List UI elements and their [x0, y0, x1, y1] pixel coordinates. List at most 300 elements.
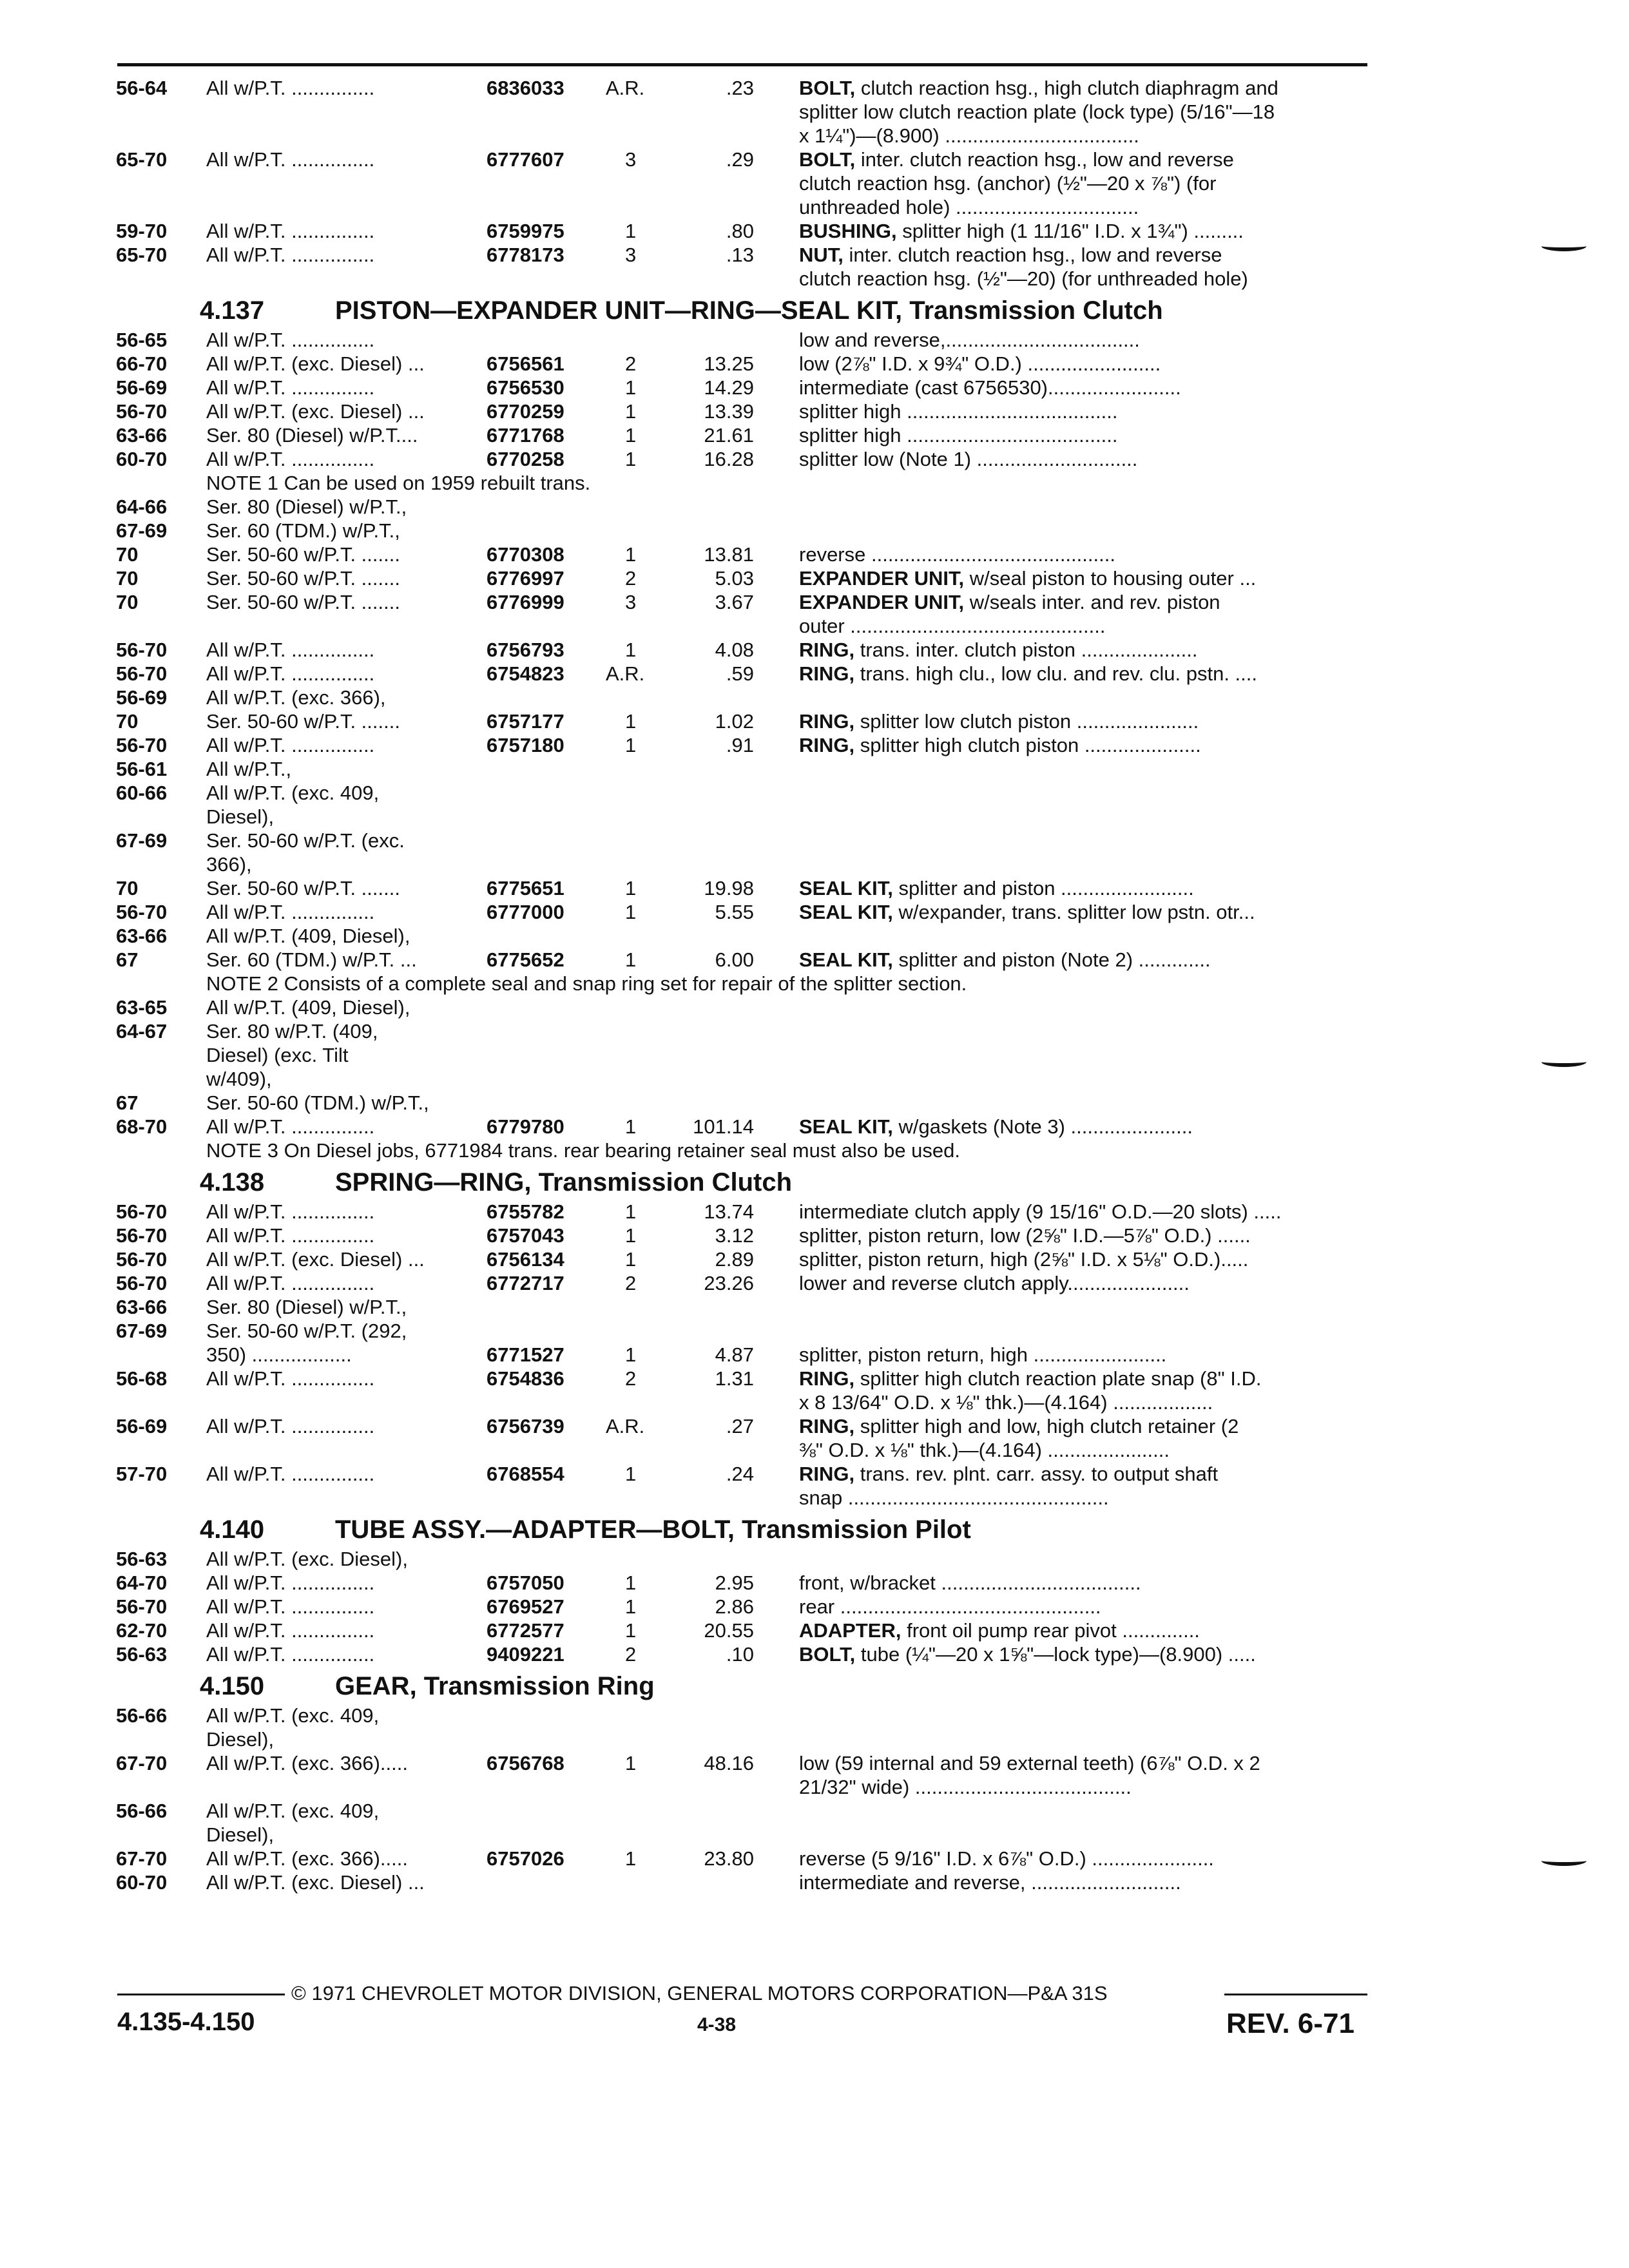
description-text: splitter low (Note 1) ............................. — [799, 448, 1138, 470]
note-row — [116, 471, 1373, 495]
part-row — [116, 495, 1373, 519]
part-row — [116, 805, 1373, 829]
quantity: 1 — [625, 734, 637, 756]
model-years: 63-65 — [116, 996, 168, 1019]
part-row — [116, 1390, 1373, 1414]
note-row — [116, 1139, 1373, 1162]
top-rule — [117, 63, 1367, 66]
quantity: 3 — [625, 591, 637, 613]
part-number: 6775652 — [487, 948, 564, 971]
part-number: 6756768 — [487, 1752, 564, 1774]
list-price: 16.28 — [704, 448, 754, 470]
quantity: 1 — [625, 1115, 637, 1138]
application: w/409), — [206, 1068, 272, 1090]
part-number: 9409221 — [487, 1643, 564, 1666]
description-text: ⅜" O.D. x ⅛" thk.)—(4.164) ...................... — [799, 1439, 1170, 1461]
part-row — [116, 519, 1373, 543]
description-text: splitter, piston return, high ........................ — [799, 1343, 1167, 1366]
model-years: 56-70 — [116, 734, 168, 756]
model-years: 64-70 — [116, 1571, 168, 1594]
list-price: 3.12 — [715, 1224, 754, 1247]
part-row — [116, 662, 1373, 686]
description — [799, 423, 1366, 447]
quantity: A.R. — [606, 77, 645, 99]
description — [799, 733, 1366, 757]
part-name: EXPANDER UNIT, — [799, 591, 965, 613]
part-number: 6756530 — [487, 376, 564, 399]
part-row — [116, 1595, 1373, 1619]
quantity: 2 — [625, 1367, 637, 1390]
part-number: 6772577 — [487, 1619, 564, 1642]
description — [799, 1595, 1366, 1619]
application: All w/P.T. (exc. 366)..... — [206, 1752, 408, 1774]
list-price: 3.67 — [715, 591, 754, 613]
part-row — [116, 148, 1373, 171]
list-price: .24 — [726, 1463, 754, 1485]
part-number: 6757043 — [487, 1224, 564, 1247]
list-price: .13 — [726, 244, 754, 266]
quantity: 1 — [625, 1847, 637, 1870]
model-years: 62-70 — [116, 1619, 168, 1642]
application: Diesel), — [206, 805, 275, 828]
application: All w/P.T. ............... — [206, 220, 375, 242]
list-price: 13.39 — [704, 400, 754, 423]
application: All w/P.T. (exc. 409, — [206, 1704, 380, 1727]
application: All w/P.T. ............... — [206, 1643, 375, 1666]
list-price: 13.81 — [704, 543, 754, 566]
part-row — [116, 1271, 1373, 1295]
quantity: 3 — [625, 148, 637, 171]
description — [799, 590, 1366, 614]
quantity: A.R. — [606, 1415, 645, 1437]
part-row — [116, 352, 1373, 376]
model-years: 56-70 — [116, 901, 168, 923]
part-row — [116, 267, 1373, 291]
description-text: w/seals inter. and rev. piston — [969, 591, 1220, 613]
description — [799, 614, 1366, 638]
part-row — [116, 76, 1373, 100]
model-years: 70 — [116, 567, 139, 590]
part-number: 6775651 — [487, 877, 564, 899]
description-text: intermediate clutch apply (9 15/16" O.D.—20 slots) ..... — [799, 1200, 1282, 1223]
description-text: w/seal piston to housing outer ... — [969, 567, 1257, 590]
application: All w/P.T. (exc. Diesel) ... — [206, 1871, 425, 1894]
part-number: 6771527 — [487, 1343, 564, 1366]
description-text: splitter high ...................................... — [799, 424, 1118, 447]
part-name: NUT, — [799, 244, 843, 266]
description — [799, 148, 1366, 171]
list-price: 4.87 — [715, 1343, 754, 1366]
description-text: low and reverse,................................... — [799, 329, 1140, 351]
part-row — [116, 924, 1373, 948]
section-number: 4.138 — [200, 1168, 265, 1196]
description — [799, 100, 1366, 124]
model-years: 67-69 — [116, 829, 168, 852]
part-row — [116, 1043, 1373, 1067]
description-text: low (2⅞" I.D. x 9¾" O.D.) ........................ — [799, 352, 1161, 375]
description — [799, 1343, 1366, 1367]
footer-rule-right — [1224, 1994, 1367, 1995]
description — [799, 1571, 1366, 1595]
description-text: front, w/bracket .................................... — [799, 1571, 1141, 1594]
part-number: 6754823 — [487, 662, 564, 685]
part-number: 6777607 — [487, 148, 564, 171]
application: All w/P.T. ............... — [206, 1200, 375, 1223]
part-name: RING, — [799, 1367, 855, 1390]
application: Ser. 50-60 w/P.T. (exc. — [206, 829, 405, 852]
part-name: BUSHING, — [799, 220, 897, 242]
description-text: splitter low clutch piston ...................... — [860, 710, 1199, 733]
application: All w/P.T. ............... — [206, 734, 375, 756]
application: Ser. 50-60 w/P.T. ....... — [206, 877, 400, 899]
part-row — [116, 1367, 1373, 1390]
part-name: RING, — [799, 710, 855, 733]
part-number: 6757026 — [487, 1847, 564, 1870]
application: Ser. 60 (TDM.) w/P.T. ... — [206, 948, 417, 971]
model-years: 67 — [116, 948, 139, 971]
list-price: 19.98 — [704, 877, 754, 899]
note-text: NOTE 1 Can be used on 1959 rebuilt trans. — [206, 472, 591, 494]
quantity: 2 — [625, 352, 637, 375]
description-text: trans. inter. clutch piston ..................... — [860, 639, 1198, 661]
part-name: RING, — [799, 734, 855, 756]
list-price: 101.14 — [693, 1115, 754, 1138]
list-price: 4.08 — [715, 639, 754, 661]
part-number: 6777000 — [487, 901, 564, 923]
part-row — [116, 195, 1373, 219]
application: All w/P.T. (exc. 366)..... — [206, 1847, 408, 1870]
application: All w/P.T. ............... — [206, 1415, 375, 1437]
part-row — [116, 376, 1373, 399]
description — [799, 447, 1366, 471]
part-number: 6756561 — [487, 352, 564, 375]
application: 350) .................. — [206, 1343, 352, 1366]
quantity: 1 — [625, 1752, 637, 1774]
description-text: tube (¼"—20 x 1⅝"—lock type)—(8.900) ..... — [860, 1643, 1256, 1666]
part-row — [116, 566, 1373, 590]
model-years: 60-66 — [116, 782, 168, 804]
description — [799, 948, 1366, 972]
description — [799, 352, 1366, 376]
model-years: 56-70 — [116, 662, 168, 685]
model-years: 60-70 — [116, 1871, 168, 1894]
quantity: 3 — [625, 244, 637, 266]
part-row — [116, 1115, 1373, 1139]
model-years: 60-70 — [116, 448, 168, 470]
description — [799, 1200, 1366, 1224]
part-number: 6756793 — [487, 639, 564, 661]
part-row — [116, 829, 1373, 852]
application: All w/P.T. (exc. 409, — [206, 782, 380, 804]
quantity: 1 — [625, 448, 637, 470]
application: All w/P.T. ............... — [206, 376, 375, 399]
quantity: 1 — [625, 543, 637, 566]
application: All w/P.T. ............... — [206, 244, 375, 266]
model-years: 63-66 — [116, 925, 168, 947]
description-text: reverse ............................................ — [799, 543, 1115, 566]
description-text: x 1¼")—(8.900) ................................... — [799, 124, 1139, 147]
application: Ser. 60 (TDM.) w/P.T., — [206, 519, 400, 542]
part-row — [116, 995, 1373, 1019]
model-years: 56-70 — [116, 1200, 168, 1223]
description-text: clutch reaction hsg. (½"—20) (for unthreaded hole) — [799, 267, 1248, 290]
part-number: 6778173 — [487, 244, 564, 266]
part-number: 6756739 — [487, 1415, 564, 1437]
description — [799, 709, 1366, 733]
quantity: 1 — [625, 1595, 637, 1618]
description — [799, 1224, 1366, 1247]
list-price: 5.03 — [715, 567, 754, 590]
section-range: 4.135-4.150 — [117, 2008, 255, 2036]
application: All w/P.T. ............... — [206, 1367, 375, 1390]
part-number: 6776997 — [487, 567, 564, 590]
part-name: SEAL KIT, — [799, 948, 893, 971]
application: All w/P.T. (exc. Diesel) ... — [206, 400, 425, 423]
description-text: intermediate and reverse, ........................... — [799, 1871, 1181, 1894]
list-price: .10 — [726, 1643, 754, 1666]
application: Diesel), — [206, 1728, 275, 1751]
description — [799, 1486, 1366, 1510]
part-number: 6755782 — [487, 1200, 564, 1223]
part-row — [116, 733, 1373, 757]
model-years: 64-66 — [116, 495, 168, 518]
list-price: 21.61 — [704, 424, 754, 447]
model-years: 56-70 — [116, 1595, 168, 1618]
application: All w/P.T. ............... — [206, 148, 375, 171]
part-row — [116, 1224, 1373, 1247]
quantity: 1 — [625, 901, 637, 923]
application: 366), — [206, 853, 252, 876]
quantity: 1 — [625, 1224, 637, 1247]
description — [799, 124, 1366, 148]
section-title: GEAR, Transmission Ring — [335, 1672, 655, 1700]
application: All w/P.T. ............... — [206, 448, 375, 470]
note-text: NOTE 2 Consists of a complete seal and snap ring set for repair of the splitter section. — [206, 972, 967, 995]
application: All w/P.T. (exc. Diesel) ... — [206, 352, 425, 375]
list-price: 6.00 — [715, 948, 754, 971]
section-title: SPRING—RING, Transmission Clutch — [335, 1168, 793, 1196]
description — [799, 543, 1366, 566]
part-number: 6771768 — [487, 424, 564, 447]
quantity: 1 — [625, 424, 637, 447]
description — [799, 1775, 1366, 1799]
model-years: 56-69 — [116, 1415, 168, 1437]
part-row — [116, 543, 1373, 566]
description — [799, 1247, 1366, 1271]
description-text: w/gaskets (Note 3) ...................... — [898, 1115, 1193, 1138]
model-years: 68-70 — [116, 1115, 168, 1138]
model-years: 56-70 — [116, 400, 168, 423]
part-row — [116, 1799, 1373, 1823]
application: Ser. 80 (Diesel) w/P.T.... — [206, 424, 418, 447]
application: Ser. 50-60 w/P.T. ....... — [206, 567, 400, 590]
model-years: 56-63 — [116, 1643, 168, 1666]
part-row — [116, 757, 1373, 781]
quantity: 1 — [625, 948, 637, 971]
list-price: .27 — [726, 1415, 754, 1437]
binding-mark — [1541, 1057, 1586, 1067]
model-years: 67-69 — [116, 519, 168, 542]
quantity: 1 — [625, 1248, 637, 1271]
list-price: 2.89 — [715, 1248, 754, 1271]
section-title: TUBE ASSY.—ADAPTER—BOLT, Transmission Pilot — [335, 1515, 971, 1544]
part-row — [116, 1091, 1373, 1115]
description — [799, 1462, 1366, 1486]
part-row — [116, 328, 1373, 352]
description — [799, 399, 1366, 423]
part-row — [116, 614, 1373, 638]
list-price: 13.74 — [704, 1200, 754, 1223]
part-number: 6770258 — [487, 448, 564, 470]
description-text: splitter and piston ........................ — [898, 877, 1194, 899]
model-years: 59-70 — [116, 220, 168, 242]
part-row — [116, 1295, 1373, 1319]
description — [799, 1115, 1366, 1139]
model-years: 66-70 — [116, 352, 168, 375]
description — [799, 566, 1366, 590]
description-text: x 8 13/64" O.D. x ⅛" thk.)—(4.164) .................. — [799, 1391, 1213, 1414]
part-row — [116, 1823, 1373, 1847]
description-text: 21/32" wide) ....................................... — [799, 1776, 1132, 1798]
description-text: splitter high (1 11/16" I.D. x 1¾") ......... — [902, 220, 1244, 242]
description-text: splitter and piston (Note 2) ............. — [898, 948, 1211, 971]
application: All w/P.T. ............... — [206, 1571, 375, 1594]
part-number: 6769527 — [487, 1595, 564, 1618]
application: All w/P.T. ............... — [206, 1619, 375, 1642]
list-price: 5.55 — [715, 901, 754, 923]
list-price: 2.86 — [715, 1595, 754, 1618]
application: All w/P.T. (409, Diesel), — [206, 996, 410, 1019]
part-row — [116, 948, 1373, 972]
quantity: 1 — [625, 1343, 637, 1366]
model-years: 67-70 — [116, 1752, 168, 1774]
section-number: 4.150 — [200, 1672, 265, 1700]
quantity: 1 — [625, 220, 637, 242]
description — [799, 1414, 1366, 1438]
quantity: 1 — [625, 1619, 637, 1642]
quantity: 1 — [625, 1200, 637, 1223]
description-text: w/expander, trans. splitter low pstn. otr... — [898, 901, 1255, 923]
note-text: NOTE 3 On Diesel jobs, 6771984 trans. rear bearing retainer seal must also be used. — [206, 1139, 961, 1162]
application: All w/P.T. ............... — [206, 662, 375, 685]
description — [799, 1438, 1366, 1462]
list-price: .80 — [726, 220, 754, 242]
part-row — [116, 100, 1373, 124]
part-row — [116, 399, 1373, 423]
part-row — [116, 1571, 1373, 1595]
part-row — [116, 1200, 1373, 1224]
part-number: 6836033 — [487, 77, 564, 99]
list-price: 13.25 — [704, 352, 754, 375]
part-row — [116, 781, 1373, 805]
description — [799, 900, 1366, 924]
model-years: 56-70 — [116, 1248, 168, 1271]
model-years: 70 — [116, 710, 139, 733]
description — [799, 328, 1366, 352]
description-text: clutch reaction hsg. (anchor) (½"—20 x ⅞") (for — [799, 172, 1217, 195]
part-row — [116, 1414, 1373, 1438]
description-text: splitter high and low, high clutch retainer (2 — [860, 1415, 1239, 1437]
part-number: 6768554 — [487, 1463, 564, 1485]
application: Ser. 50-60 (TDM.) w/P.T., — [206, 1091, 429, 1114]
part-name: RING, — [799, 639, 855, 661]
part-name: EXPANDER UNIT, — [799, 567, 965, 590]
part-row — [116, 709, 1373, 733]
application: All w/P.T. (409, Diesel), — [206, 925, 410, 947]
page-footer — [117, 1979, 1367, 2044]
part-number: 6757177 — [487, 710, 564, 733]
description-text: inter. clutch reaction hsg., low and reverse — [860, 148, 1234, 171]
quantity: 2 — [625, 1643, 637, 1666]
binding-mark — [1541, 241, 1586, 251]
application: All w/P.T. (exc. Diesel), — [206, 1548, 408, 1570]
part-name: BOLT, — [799, 1643, 856, 1666]
page-number: 4-38 — [697, 2014, 737, 2035]
application: All w/P.T. (exc. 366), — [206, 686, 386, 709]
part-row — [116, 638, 1373, 662]
description — [799, 1642, 1366, 1666]
description — [799, 376, 1366, 399]
list-price: 1.02 — [715, 710, 754, 733]
part-row — [116, 1751, 1373, 1775]
part-row — [116, 1319, 1373, 1343]
list-price: 48.16 — [704, 1752, 754, 1774]
application: Ser. 80 w/P.T. (409, — [206, 1020, 378, 1043]
list-price: 2.95 — [715, 1571, 754, 1594]
quantity: 1 — [625, 710, 637, 733]
quantity: 2 — [625, 1272, 637, 1294]
model-years: 67-69 — [116, 1320, 168, 1342]
part-row — [116, 447, 1373, 471]
model-years: 56-68 — [116, 1367, 168, 1390]
list-price: .59 — [726, 662, 754, 685]
part-name: SEAL KIT, — [799, 1115, 893, 1138]
parts-listing — [116, 76, 1373, 1894]
description-text: low (59 internal and 59 external teeth) (6⅞" O.D. x 2 — [799, 1752, 1260, 1774]
model-years: 67 — [116, 1091, 139, 1114]
section-title: PISTON—EXPANDER UNIT—RING—SEAL KIT, Transmission Clutch — [335, 296, 1163, 325]
description — [799, 1271, 1366, 1295]
part-row — [116, 1067, 1373, 1091]
model-years: 56-69 — [116, 686, 168, 709]
description — [799, 1619, 1366, 1642]
part-number: 6754836 — [487, 1367, 564, 1390]
description-text: front oil pump rear pivot .............. — [907, 1619, 1200, 1642]
part-name: BOLT, — [799, 77, 856, 99]
part-name: RING, — [799, 662, 855, 685]
application: All w/P.T. ............... — [206, 1224, 375, 1247]
part-row — [116, 900, 1373, 924]
model-years: 56-61 — [116, 758, 168, 780]
description — [799, 267, 1366, 291]
application: All w/P.T. ............... — [206, 1115, 375, 1138]
description-text: splitter high ...................................... — [799, 400, 1118, 423]
list-price: 14.29 — [704, 376, 754, 399]
quantity: 1 — [625, 877, 637, 899]
part-number: 6759975 — [487, 220, 564, 242]
quantity: 1 — [625, 639, 637, 661]
part-row — [116, 1704, 1373, 1727]
description-text: trans. high clu., low clu. and rev. clu. pstn. .... — [860, 662, 1258, 685]
model-years: 56-64 — [116, 77, 168, 99]
description-text: inter. clutch reaction hsg., low and reverse — [849, 244, 1222, 266]
part-row — [116, 1619, 1373, 1642]
application: Ser. 50-60 w/P.T. (292, — [206, 1320, 407, 1342]
quantity: 1 — [625, 376, 637, 399]
part-number: 6776999 — [487, 591, 564, 613]
description-text: splitter low clutch reaction plate (lock type) (5/16"—18 — [799, 101, 1275, 123]
description — [799, 662, 1366, 686]
